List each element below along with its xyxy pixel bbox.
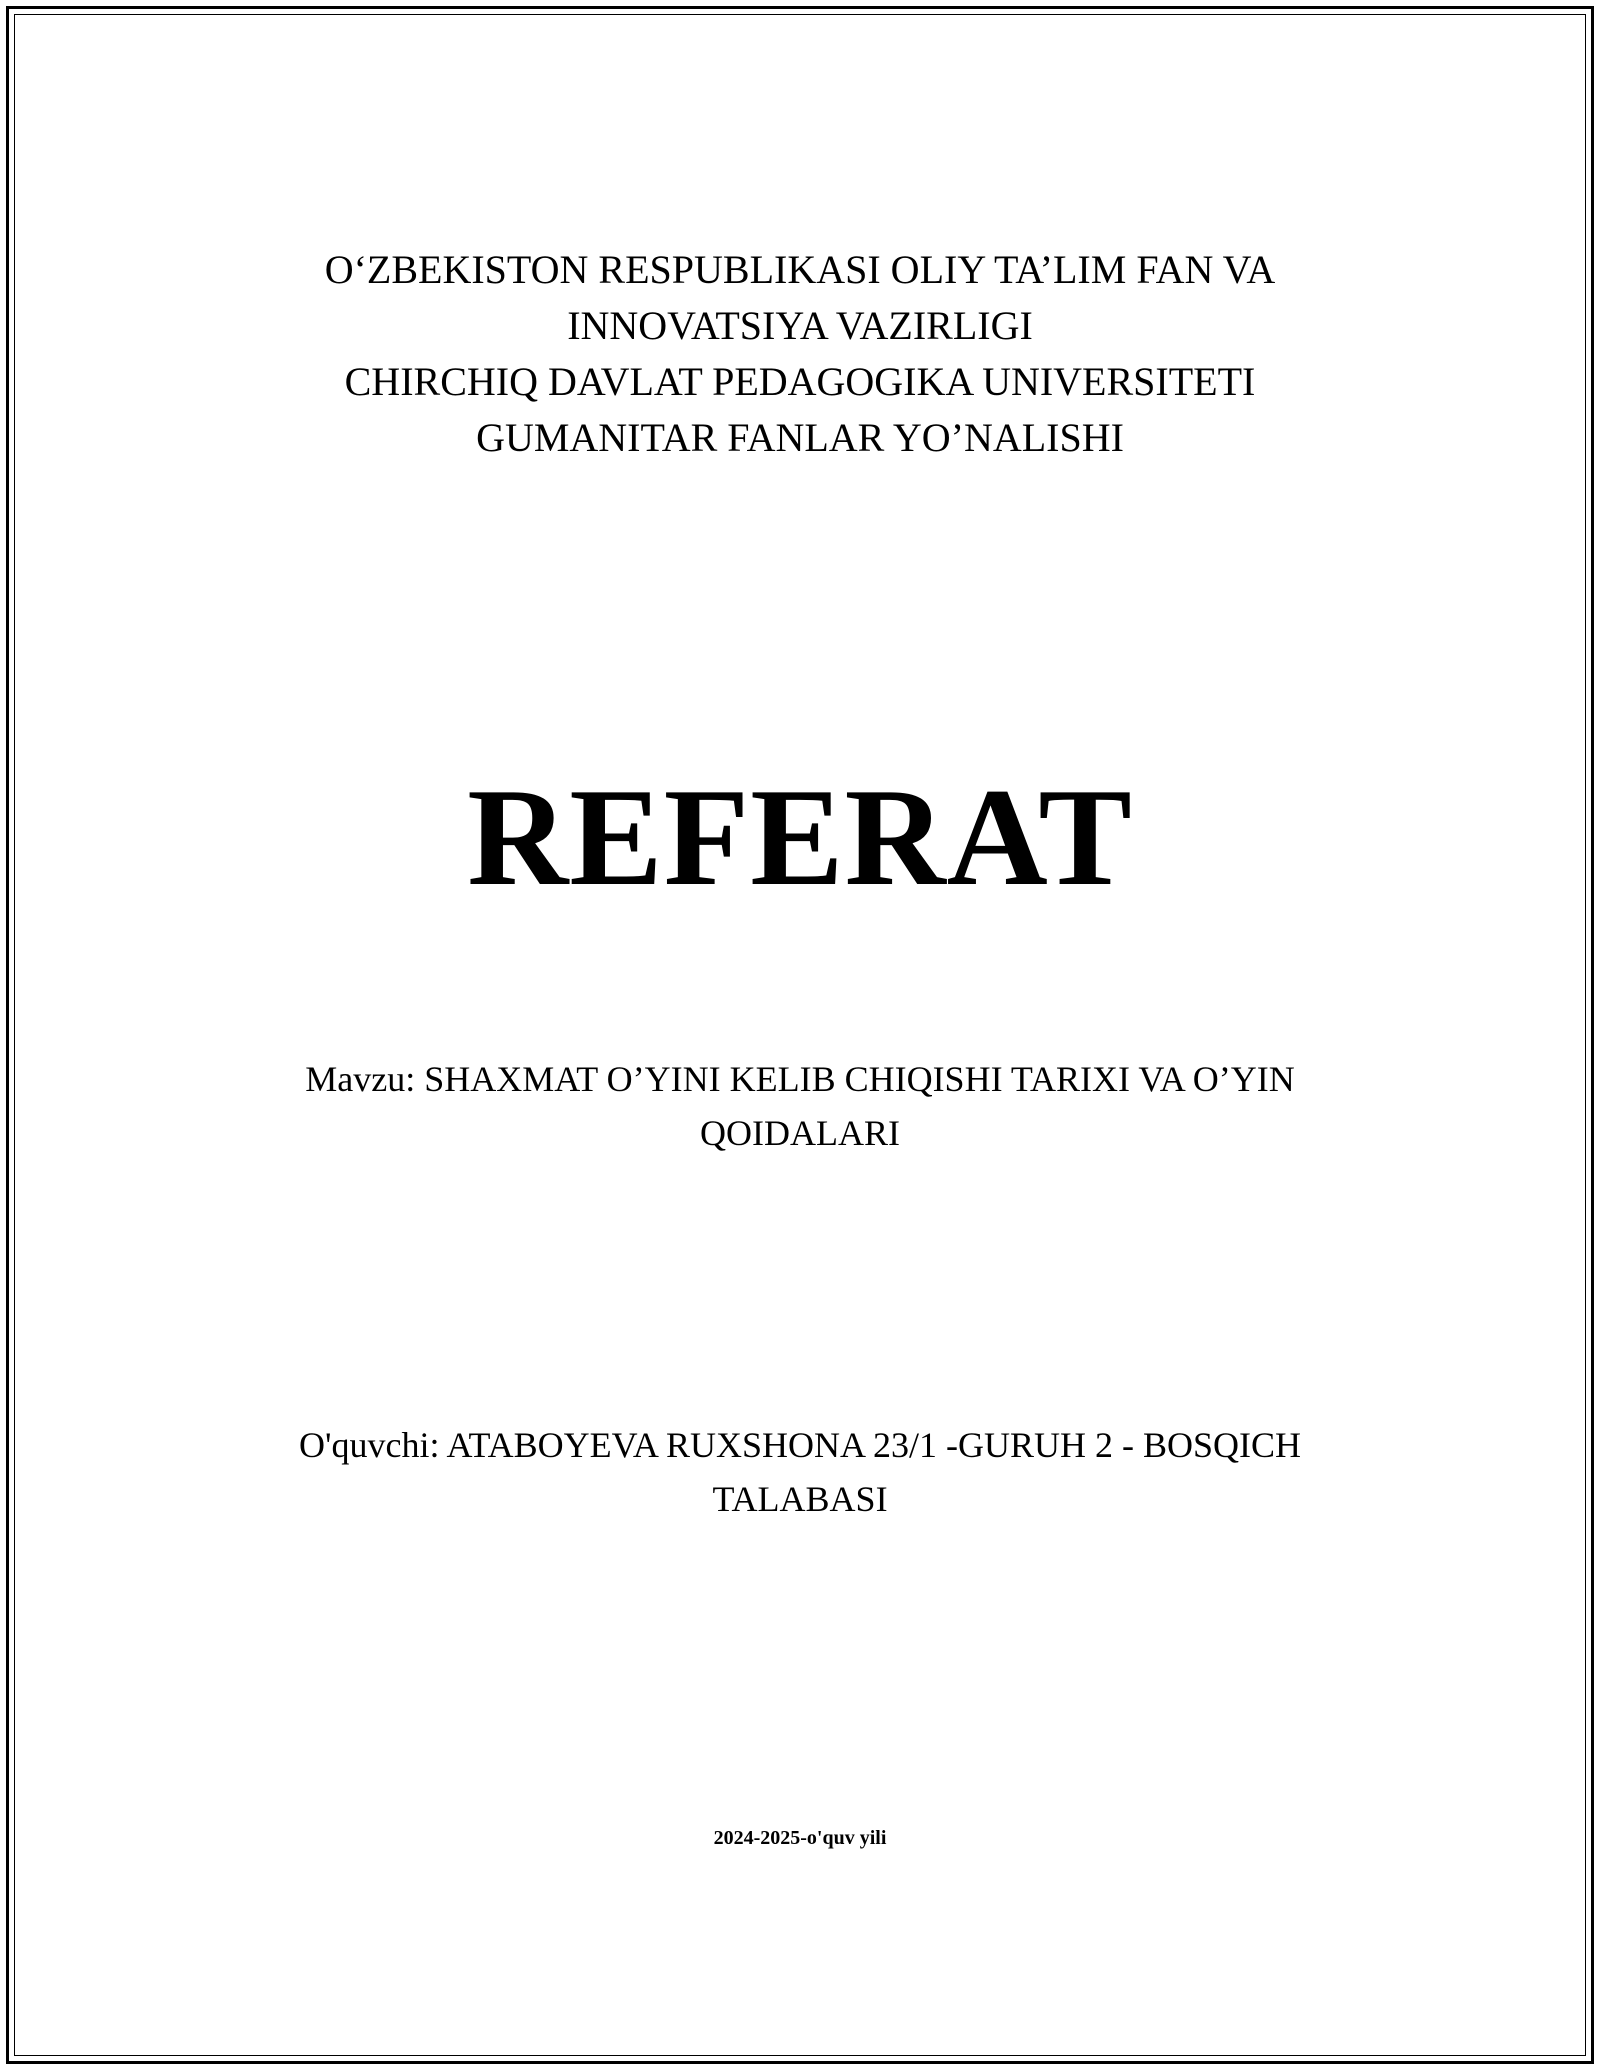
topic-line-1: Mavzu: SHAXMAT O’YINI KELIB CHIQISHI TARIXI VA O’YIN	[305, 1059, 1295, 1099]
header-line-ministry-2: INNOVATSIYA VAZIRLIGI	[567, 303, 1033, 348]
topic-line-2: QOIDALARI	[700, 1113, 900, 1153]
header-line-ministry-1: O‘ZBEKISTON RESPUBLIKASI OLIY TA’LIM FAN VA	[324, 247, 1276, 292]
header-line-university: CHIRCHIQ DAVLAT PEDAGOGIKA UNIVERSITETI	[344, 359, 1256, 404]
institution-header	[0, 242, 1600, 466]
student-line-2: TALABASI	[712, 1479, 888, 1519]
academic-year: 2024-2025-o'quv yili	[713, 1827, 887, 1849]
document-title: REFERAT	[467, 760, 1133, 915]
student-line-1: O'quvchi: ATABOYEVA RUXSHONA 23/1 -GURUH 2 - BOSQICH	[298, 1425, 1301, 1465]
header-line-faculty: GUMANITAR FANLAR YO’NALISHI	[476, 415, 1124, 460]
topic-block	[0, 1052, 1600, 1160]
student-block	[0, 1418, 1600, 1526]
